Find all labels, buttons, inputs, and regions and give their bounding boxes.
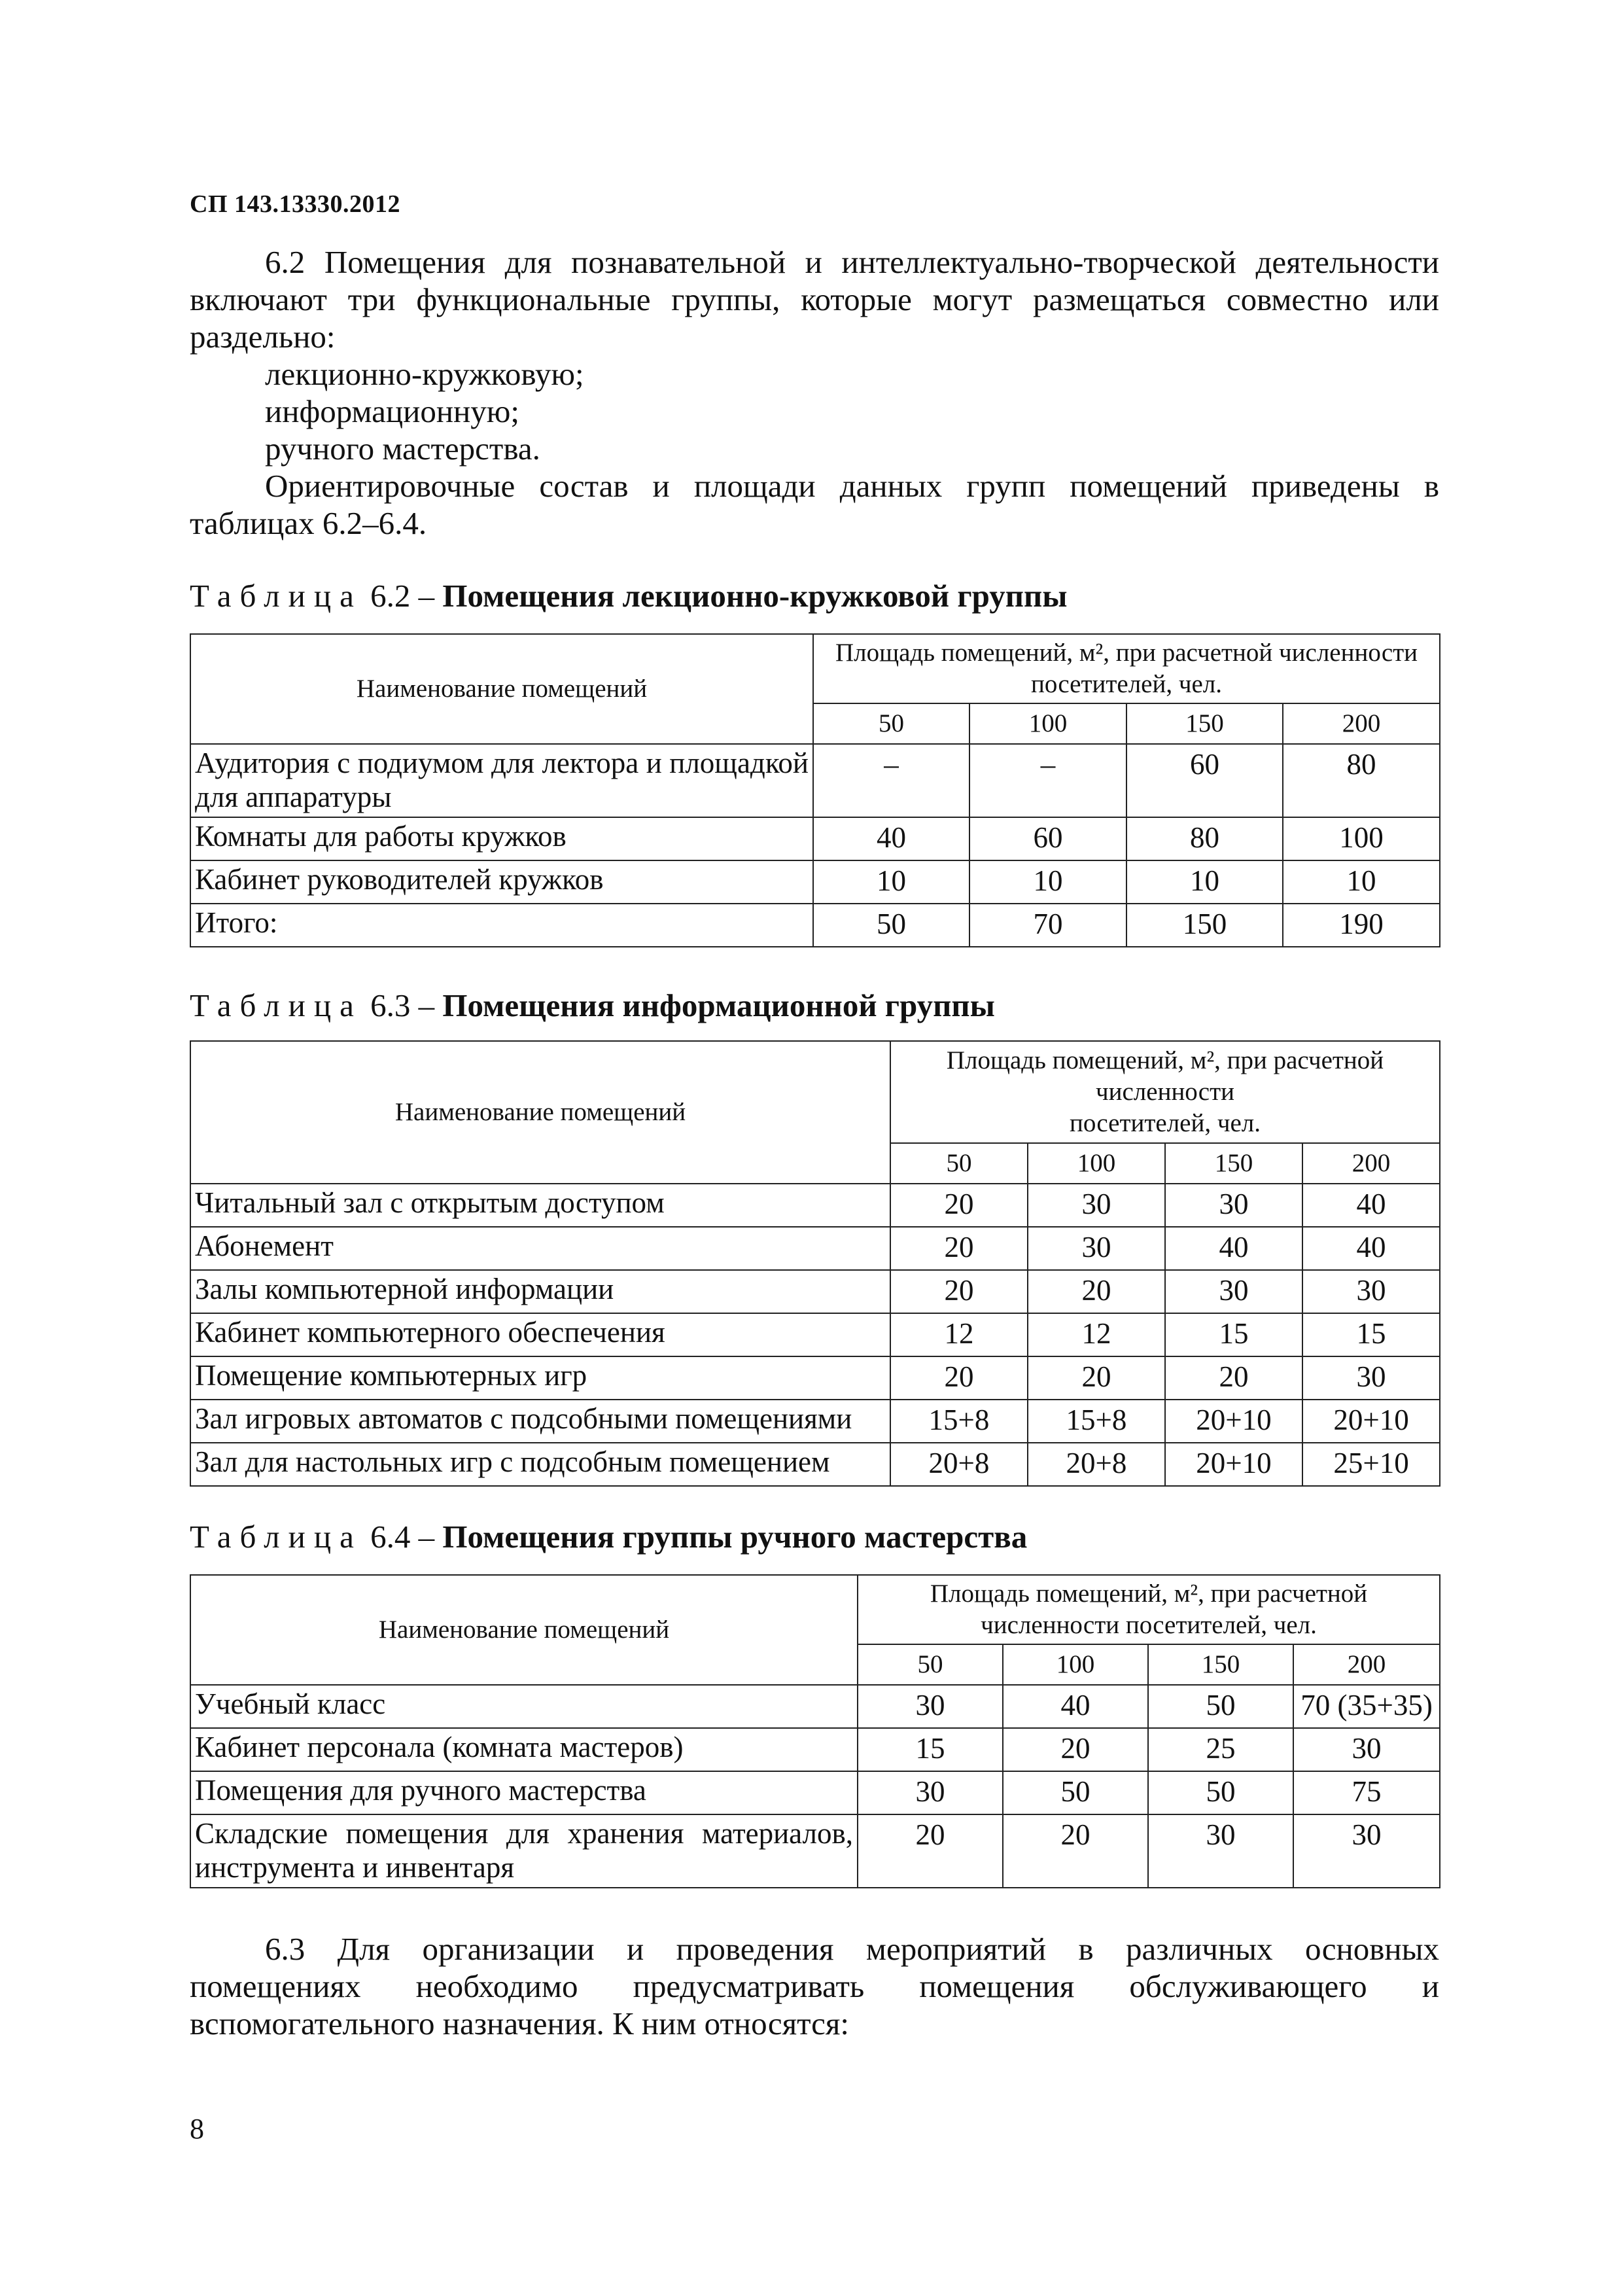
column-header-visitors: 50 [858, 1644, 1003, 1685]
cell: 80 [1283, 744, 1440, 817]
table-row [190, 817, 1440, 860]
cell: 40 [1302, 1184, 1440, 1227]
header-line: Площадь помещений, м², при расчетной [946, 1046, 1384, 1074]
cell: 15 [1302, 1313, 1440, 1356]
paragraph-6-3 [190, 1930, 1439, 2042]
cell: 50 [813, 904, 969, 947]
column-header-visitors: 150 [1126, 703, 1283, 744]
cell: 30 [1302, 1270, 1440, 1313]
cell: 30 [1148, 1814, 1293, 1888]
cell: 10 [1126, 860, 1283, 904]
cell: 20 [1003, 1814, 1148, 1888]
cell: 40 [1165, 1227, 1302, 1270]
cell: 20 [858, 1814, 1003, 1888]
cell: 20 [1028, 1270, 1165, 1313]
caption-prefix: Таблица [190, 578, 362, 614]
column-header-area [890, 1041, 1440, 1143]
cell: 20 [890, 1227, 1028, 1270]
table-row [190, 1771, 1440, 1814]
text-line: Ориентировочные состав и площади данных групп помещений приведены в [265, 468, 1439, 504]
cell: 10 [813, 860, 969, 904]
cell: 50 [1148, 1685, 1293, 1728]
header-line: посетителей, чел. [1070, 1109, 1261, 1137]
column-header-visitors: 200 [1293, 1644, 1440, 1685]
row-name: Комнаты для работы кружков [190, 817, 813, 860]
row-name: Абонемент [190, 1227, 890, 1270]
cell: 100 [1283, 817, 1440, 860]
cell: 12 [890, 1313, 1028, 1356]
caption-number: 6.4 – [370, 1519, 435, 1555]
cell: 20+8 [890, 1443, 1028, 1486]
table-row [190, 1685, 1440, 1728]
cell: 20 [890, 1356, 1028, 1400]
text-line: 6.2 Помещения для познавательной и интеллектуально-творческой деятельности [265, 244, 1439, 280]
caption-number: 6.3 – [370, 987, 435, 1023]
cell: 40 [813, 817, 969, 860]
cell: 30 [858, 1771, 1003, 1814]
table-row [190, 1227, 1440, 1270]
cell: 15 [1165, 1313, 1302, 1356]
row-name: Помещения для ручного мастерства [190, 1771, 858, 1814]
cell: 40 [1302, 1227, 1440, 1270]
table-row [190, 1356, 1440, 1400]
column-header-visitors: 100 [1028, 1143, 1165, 1184]
cell: 30 [1302, 1356, 1440, 1400]
cell: – [969, 744, 1126, 817]
row-name: Кабинет компьютерного обеспечения [190, 1313, 890, 1356]
row-name: Итого: [190, 904, 813, 947]
column-header-name: Наименование помещений [190, 1575, 858, 1685]
row-name: Зал для настольных игр с подсобным помещением [190, 1443, 890, 1486]
row-name [190, 1814, 858, 1888]
column-header-visitors: 200 [1283, 703, 1440, 744]
caption-title: Помещения информационной группы [442, 987, 995, 1023]
table-6-3 [190, 1040, 1440, 1487]
cell: 60 [1126, 744, 1283, 817]
text-line: раздельно: [190, 319, 336, 355]
cell: 30 [1028, 1227, 1165, 1270]
cell: 20+10 [1302, 1400, 1440, 1443]
cell: 20+8 [1028, 1443, 1165, 1486]
cell: 30 [858, 1685, 1003, 1728]
cell: 60 [969, 817, 1126, 860]
table-row-total [190, 904, 1440, 947]
column-header-visitors: 150 [1165, 1143, 1302, 1184]
cell: 15+8 [890, 1400, 1028, 1443]
row-name: Залы компьютерной информации [190, 1270, 890, 1313]
cell: 190 [1283, 904, 1440, 947]
table-row [190, 1313, 1440, 1356]
column-header-area: Площадь помещений, м², при расчетной численности посетителей, чел. [813, 634, 1440, 703]
list-item: лекционно-кружковую; [265, 356, 584, 392]
table-6-3-caption [190, 987, 995, 1024]
caption-title: Помещения лекционно-кружковой группы [442, 578, 1068, 614]
table-row [190, 1184, 1440, 1227]
list-item: ручного мастерства. [265, 431, 540, 467]
table-row [190, 744, 1440, 817]
cell: 20 [890, 1184, 1028, 1227]
cell: 75 [1293, 1771, 1440, 1814]
cell: 20 [1028, 1356, 1165, 1400]
text-line: помещениях необходимо предусматривать помещения обслуживающего и [190, 1968, 1439, 2004]
text-line: 6.3 Для организации и проведения мероприятий в различных основных [265, 1931, 1439, 1967]
column-header-area: Площадь помещений, м², при расчетной численности посетителей, чел. [858, 1575, 1440, 1644]
column-header-name: Наименование помещений [190, 634, 813, 744]
cell: 50 [1003, 1771, 1148, 1814]
cell: 10 [969, 860, 1126, 904]
table-row [190, 1814, 1440, 1888]
cell: 25+10 [1302, 1443, 1440, 1486]
caption-prefix: Таблица [190, 1519, 362, 1555]
header-line: численности [1096, 1078, 1235, 1106]
paragraph-6-2 [190, 243, 1439, 542]
column-header-visitors: 200 [1302, 1143, 1440, 1184]
table-row [190, 1728, 1440, 1771]
cell: 70 [969, 904, 1126, 947]
table-6-4 [190, 1574, 1440, 1888]
cell: 20 [890, 1270, 1028, 1313]
text-line: таблицах 6.2–6.4. [190, 505, 427, 541]
cell: 20+10 [1165, 1400, 1302, 1443]
document-header: СП 143.13330.2012 [190, 190, 400, 218]
text-line: вспомогательного назначения. К ним относятся: [190, 2005, 850, 2041]
column-header-visitors: 50 [813, 703, 969, 744]
caption-prefix: Таблица [190, 987, 362, 1023]
table-row [190, 1443, 1440, 1486]
table-row [190, 1400, 1440, 1443]
cell: 20+10 [1165, 1443, 1302, 1486]
row-name: Кабинет руководителей кружков [190, 860, 813, 904]
row-name-text: Складские помещения для хранения материалов, инструмента и инвентаря [195, 1817, 853, 1884]
table-row [190, 860, 1440, 904]
column-header-visitors: 100 [969, 703, 1126, 744]
cell: – [813, 744, 969, 817]
cell: 30 [1293, 1728, 1440, 1771]
cell: 25 [1148, 1728, 1293, 1771]
cell: 30 [1293, 1814, 1440, 1888]
cell: 10 [1283, 860, 1440, 904]
cell: 15 [858, 1728, 1003, 1771]
cell: 150 [1126, 904, 1283, 947]
column-header-visitors: 50 [890, 1143, 1028, 1184]
cell: 15+8 [1028, 1400, 1165, 1443]
page-number: 8 [190, 2113, 204, 2145]
cell: 30 [1165, 1184, 1302, 1227]
table-6-2 [190, 633, 1440, 947]
cell: 12 [1028, 1313, 1165, 1356]
cell: 70 (35+35) [1293, 1685, 1440, 1728]
row-name-text: Аудитория с подиумом для лектора и площадкой для аппаратуры [195, 747, 809, 813]
cell: 30 [1165, 1270, 1302, 1313]
cell: 20 [1165, 1356, 1302, 1400]
table-row [190, 1270, 1440, 1313]
list-item: информационную; [265, 393, 519, 429]
row-name: Учебный класс [190, 1685, 858, 1728]
row-name: Читальный зал с открытым доступом [190, 1184, 890, 1227]
row-name: Кабинет персонала (комната мастеров) [190, 1728, 858, 1771]
cell: 20 [1003, 1728, 1148, 1771]
caption-title: Помещения группы ручного мастерства [442, 1519, 1028, 1555]
column-header-visitors: 150 [1148, 1644, 1293, 1685]
column-header-visitors: 100 [1003, 1644, 1148, 1685]
text-line: включают три функциональные группы, которые могут размещаться совместно или [190, 281, 1439, 317]
cell: 40 [1003, 1685, 1148, 1728]
cell: 80 [1126, 817, 1283, 860]
column-header-name: Наименование помещений [190, 1041, 890, 1184]
row-name: Зал игровых автоматов с подсобными помещениями [190, 1400, 890, 1443]
table-6-4-caption [190, 1518, 1027, 1555]
cell: 30 [1028, 1184, 1165, 1227]
cell: 50 [1148, 1771, 1293, 1814]
row-name [190, 744, 813, 817]
caption-number: 6.2 – [370, 578, 435, 614]
row-name: Помещение компьютерных игр [190, 1356, 890, 1400]
table-6-2-caption [190, 577, 1067, 614]
